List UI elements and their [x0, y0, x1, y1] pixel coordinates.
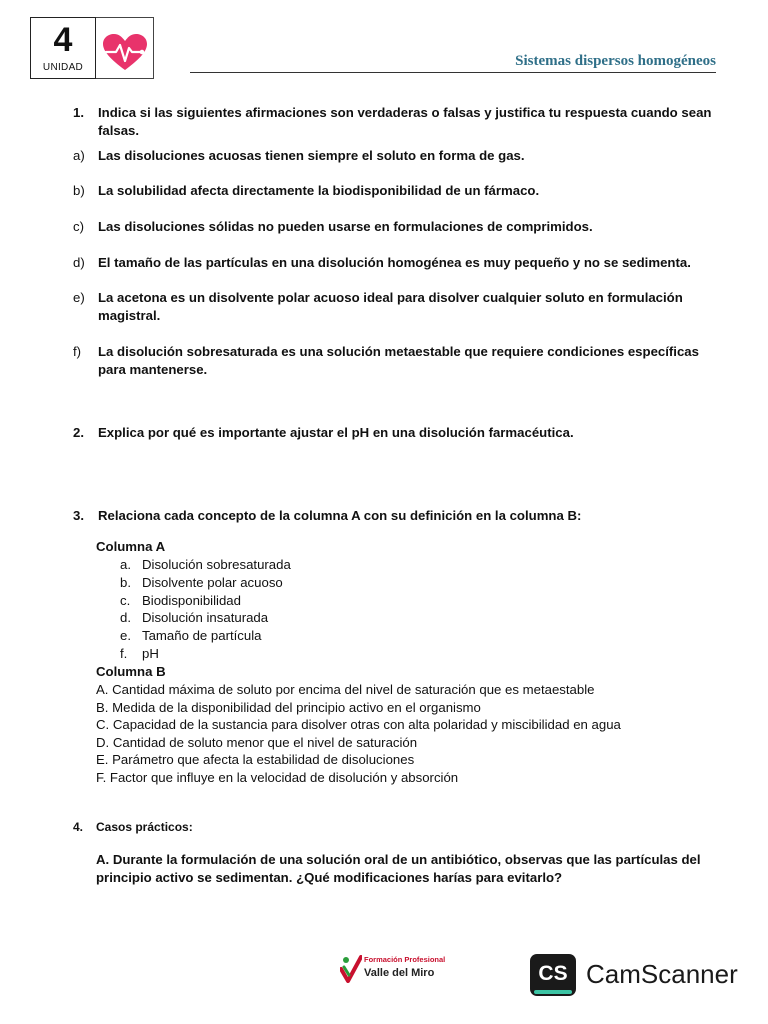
list-item: D. Cantidad de soluto menor que el nivel de saturación	[96, 734, 418, 750]
column-a-title: Columna A	[96, 539, 166, 554]
heart-pulse-icon	[102, 34, 148, 72]
statement-letter: b)	[73, 183, 85, 198]
checkmark-logo-icon	[340, 955, 362, 983]
school-line-2: Valle del Miro	[364, 967, 435, 979]
list-letter: b.	[120, 574, 131, 590]
statement-c	[73, 218, 733, 236]
camscanner-icon: CS	[530, 954, 576, 996]
column-b-title: Columna B	[96, 664, 166, 679]
statement-d	[73, 254, 733, 272]
statement-text: La disolución sobresaturada es una solución metaestable que requiere condiciones específicas para mantenerse.	[98, 344, 699, 377]
question-text: Indica si las siguientes afirmaciones son verdaderas o falsas y justifica tu respuesta cuando sean falsas.	[98, 105, 712, 138]
header-rule	[190, 72, 716, 73]
school-logo	[340, 953, 446, 987]
statement-f	[73, 343, 713, 378]
column-b-list	[96, 681, 621, 786]
list-letter: c.	[120, 592, 131, 608]
statement-letter: e)	[73, 290, 85, 305]
question-2	[73, 424, 733, 442]
unit-badge	[30, 17, 96, 79]
question-number: 2.	[73, 425, 84, 440]
list-letter: d.	[120, 610, 131, 626]
statement-letter: a)	[73, 148, 85, 163]
list-text: pH	[142, 645, 159, 661]
unit-label: UNIDAD	[42, 62, 84, 73]
list-text: Tamaño de partícula	[142, 628, 262, 644]
statement-letter: c)	[73, 219, 84, 234]
question-text: Relaciona cada concepto de la columna A con su definición en la columna B:	[98, 508, 582, 523]
list-letter: e.	[120, 628, 131, 644]
heart-badge	[96, 17, 154, 79]
statement-letter: f)	[73, 344, 82, 359]
question-1	[73, 104, 733, 139]
school-line-1: Formación Profesional	[364, 955, 446, 964]
list-item: F. Factor que influye en la velocidad de disolución y absorción	[96, 769, 459, 785]
question-4	[73, 820, 193, 834]
case-a-text: A. Durante la formulación de una solución oral de un antibiótico, observas que las partículas del principio activo se sedimentan. ¿Qué modificaciones harías para evitarlo?	[96, 852, 701, 885]
list-item: C. Capacidad de la sustancia para disolver otras con alta polaridad y miscibilidad en agua	[96, 717, 621, 732]
question-number: 4.	[73, 820, 84, 834]
unit-number: 4	[53, 21, 73, 59]
question-number: 3.	[73, 508, 84, 523]
list-item: E. Parámetro que afecta la estabilidad de disoluciones	[96, 752, 415, 767]
camscanner-wordmark: CamScanner	[586, 959, 738, 989]
statement-text: El tamaño de las partículas en una disolución homogénea es muy pequeño y no se sedimenta.	[98, 255, 691, 270]
list-letter: a.	[120, 557, 131, 572]
list-letter: f.	[120, 645, 128, 661]
statement-b	[73, 182, 733, 200]
statement-text: Las disoluciones sólidas no pueden usarse en formulaciones de comprimidos.	[98, 219, 593, 234]
statement-text: Las disoluciones acuosas tienen siempre el soluto en forma de gas.	[98, 148, 525, 163]
list-text: Disolución sobresaturada	[142, 557, 291, 572]
statement-letter: d)	[73, 255, 85, 270]
page-title: Sistemas dispersos homogéneos	[515, 53, 716, 69]
list-text: Disolvente polar acuoso	[142, 574, 283, 590]
list-text: Disolución insaturada	[142, 610, 269, 626]
statement-text: La solubilidad afecta directamente la biodisponibilidad de un fármaco.	[98, 183, 540, 198]
list-item: A. Cantidad máxima de soluto por encima del nivel de saturación que es metaestable	[96, 682, 595, 697]
list-text: Biodisponibilidad	[142, 592, 241, 608]
statement-e	[73, 289, 713, 324]
statement-a	[73, 147, 733, 165]
statement-text: La acetona es un disolvente polar acuoso ideal para disolver cualquier soluto en formulación magistral.	[98, 290, 683, 323]
question-number: 1.	[73, 105, 84, 120]
question-text: Explica por qué es importante ajustar el pH en una disolución farmacéutica.	[98, 425, 574, 440]
camscanner-accent-bar	[534, 990, 572, 994]
list-item: B. Medida de la disponibilidad del principio activo en el organismo	[96, 699, 481, 715]
question-3	[73, 507, 733, 525]
question-text: Casos prácticos:	[96, 820, 193, 834]
